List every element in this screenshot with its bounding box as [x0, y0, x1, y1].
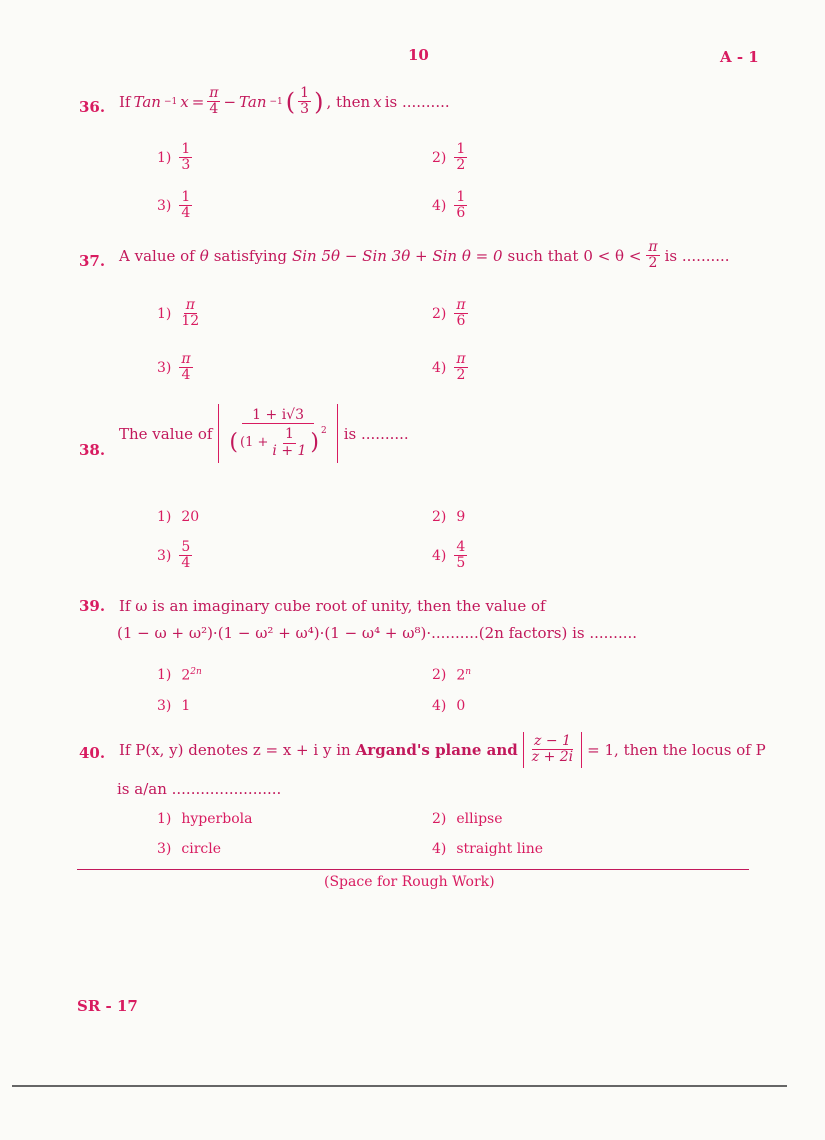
- option-label: 4): [432, 698, 447, 714]
- q38-option-4[interactable]: [432, 540, 467, 572]
- option-text: 1: [181, 698, 191, 714]
- option-fraction: $\frac{1}{6}$: [456, 189, 466, 222]
- option-power: $2^{2n}$: [181, 667, 202, 684]
- option-fraction: $\frac{\pi}{4}$: [181, 351, 191, 384]
- option-text: ellipse: [456, 811, 503, 827]
- q36-tan2: Tan: [239, 92, 267, 111]
- q37-cond: 0 < θ <: [583, 246, 642, 265]
- q38-option-3[interactable]: [157, 540, 192, 572]
- q36-pre: If: [119, 92, 131, 111]
- q36-post: , then: [326, 92, 371, 111]
- option-text: 9: [456, 509, 466, 525]
- q36-x: x: [180, 92, 189, 111]
- page-bottom-rule: [12, 1085, 787, 1087]
- q40-option-3[interactable]: [157, 841, 221, 857]
- q36-eq: =: [191, 92, 205, 111]
- q36-one-third: $\frac{1}{3}$: [300, 85, 310, 118]
- q37-option-1[interactable]: [157, 298, 201, 330]
- question-40-line-2: is a/an .......................: [117, 780, 282, 798]
- q37-option-2[interactable]: [432, 298, 468, 330]
- paper-code: A - 1: [720, 48, 759, 66]
- option-text: circle: [181, 841, 221, 857]
- q37-tail: is ..........: [664, 246, 730, 265]
- q38-inner-frac: $\frac{1}{i + 1}$: [272, 426, 307, 459]
- option-power: 2$^n$: [456, 667, 472, 684]
- question-37-number: 37.: [79, 252, 106, 270]
- q39-option-4[interactable]: [432, 698, 465, 714]
- option-label: 2): [432, 667, 447, 683]
- option-label: 1): [157, 305, 172, 322]
- option-label: 2): [432, 149, 447, 166]
- q36-inv: −1: [163, 96, 178, 107]
- option-label: 3): [157, 547, 172, 564]
- q38-pre: The value of: [119, 424, 213, 443]
- option-fraction: $\frac{1}{3}$: [181, 141, 191, 174]
- q39-option-1[interactable]: [157, 667, 202, 684]
- q38-option-2[interactable]: [432, 509, 465, 525]
- q39-option-2[interactable]: [432, 667, 471, 684]
- option-label: 3): [157, 359, 172, 376]
- option-label: 3): [157, 197, 172, 214]
- option-label: 4): [432, 197, 447, 214]
- q36-tail: is ..........: [384, 92, 450, 111]
- option-label: 4): [432, 547, 447, 564]
- q40-option-2[interactable]: [432, 811, 503, 827]
- question-40-text: [119, 732, 766, 768]
- option-label: 2): [432, 811, 447, 827]
- q36-option-1[interactable]: [157, 142, 192, 174]
- q38-option-1[interactable]: [157, 509, 199, 525]
- option-label: 2): [432, 509, 447, 525]
- option-text: 20: [181, 509, 200, 525]
- q40-argand: Argand's plane and: [355, 740, 518, 759]
- question-36-text: If Tan −1 x = $\frac{\pi}{4}$ − Tan −1 ( $\frac{1}{3}$ ) , then x is ..........: [119, 85, 450, 118]
- q37-option-4[interactable]: [432, 352, 468, 384]
- option-fraction: $\frac{\pi}{12}$: [181, 297, 200, 330]
- option-text: straight line: [456, 841, 544, 857]
- q38-tail: is ..........: [343, 424, 409, 443]
- q37-theta: θ: [199, 246, 209, 265]
- q38-abs-expression: 1 + i√3 ( (1 + $\frac{1}{i + 1}$ ) $^2$: [218, 404, 337, 463]
- option-label: 1): [157, 149, 172, 166]
- option-label: 4): [432, 359, 447, 376]
- question-39-line-2: (1 − ω + ω²)·(1 − ω² + ω⁴)·(1 − ω⁴ + ω⁸)·..........(2n factors) is ..........: [117, 624, 638, 642]
- option-fraction: $\frac{4}{5}$: [456, 539, 466, 572]
- question-39-number: 39.: [79, 597, 106, 615]
- q36-minus: −: [223, 92, 237, 111]
- rough-work-label: (Space for Rough Work): [324, 874, 495, 890]
- q40-pre: If P(x, y) denotes z = x + i y in: [119, 740, 351, 759]
- option-label: 3): [157, 841, 172, 857]
- q38-exp: 2: [321, 426, 327, 437]
- option-fraction: $\frac{5}{4}$: [181, 539, 191, 572]
- q37-such: such that: [507, 246, 579, 265]
- q38-numerator: 1 + i√3: [242, 408, 314, 424]
- q40-abs-fraction: $\frac{z - 1}{z + 2i}$: [523, 732, 582, 768]
- footer-code: SR - 17: [77, 997, 138, 1015]
- question-40-number: 40.: [79, 744, 106, 762]
- option-label: 1): [157, 667, 172, 683]
- question-36-number: 36.: [79, 98, 106, 116]
- option-fraction: $\frac{\pi}{6}$: [456, 297, 466, 330]
- option-text: 0: [456, 698, 466, 714]
- option-label: 3): [157, 698, 172, 714]
- q38-open: (1 +: [240, 435, 269, 451]
- q37-satisfying: satisfying: [213, 246, 287, 265]
- option-fraction: $\frac{1}{2}$: [456, 141, 466, 174]
- option-fraction: $\frac{1}{4}$: [181, 189, 191, 222]
- q36-pi-over-4: $\frac{\pi}{4}$: [209, 85, 219, 118]
- question-38-text: [119, 404, 409, 463]
- q38-close: ): [310, 430, 319, 456]
- q37-pi-over-2: $\frac{\pi}{2}$: [648, 239, 658, 272]
- q37-expr: Sin 5θ − Sin 3θ + Sin θ = 0: [291, 246, 503, 265]
- q40-option-4[interactable]: [432, 841, 543, 857]
- rough-work-divider: [77, 869, 749, 870]
- option-text: hyperbola: [181, 811, 253, 827]
- option-fraction: $\frac{\pi}{2}$: [456, 351, 466, 384]
- option-label: 1): [157, 509, 172, 525]
- q36-option-3[interactable]: [157, 190, 192, 222]
- option-label: 2): [432, 305, 447, 322]
- q36-option-4[interactable]: [432, 190, 467, 222]
- q39-option-3[interactable]: [157, 698, 190, 714]
- option-label: 4): [432, 841, 447, 857]
- q36-option-2[interactable]: [432, 142, 467, 174]
- q36-post-x: x: [373, 92, 382, 111]
- q40-option-1[interactable]: [157, 811, 252, 827]
- question-38-number: 38.: [79, 441, 106, 459]
- q40-post: = 1, then the locus of P: [587, 740, 766, 759]
- page-number: 10: [408, 46, 429, 64]
- option-label: 1): [157, 811, 172, 827]
- q37-pre: A value of: [119, 246, 195, 265]
- q36-tan: Tan: [133, 92, 161, 111]
- q37-option-3[interactable]: [157, 352, 193, 384]
- q36-inv2: −1: [269, 96, 283, 107]
- question-37-text: [119, 240, 730, 272]
- question-39-line-1: If ω is an imaginary cube root of unity, then the value of: [119, 597, 546, 615]
